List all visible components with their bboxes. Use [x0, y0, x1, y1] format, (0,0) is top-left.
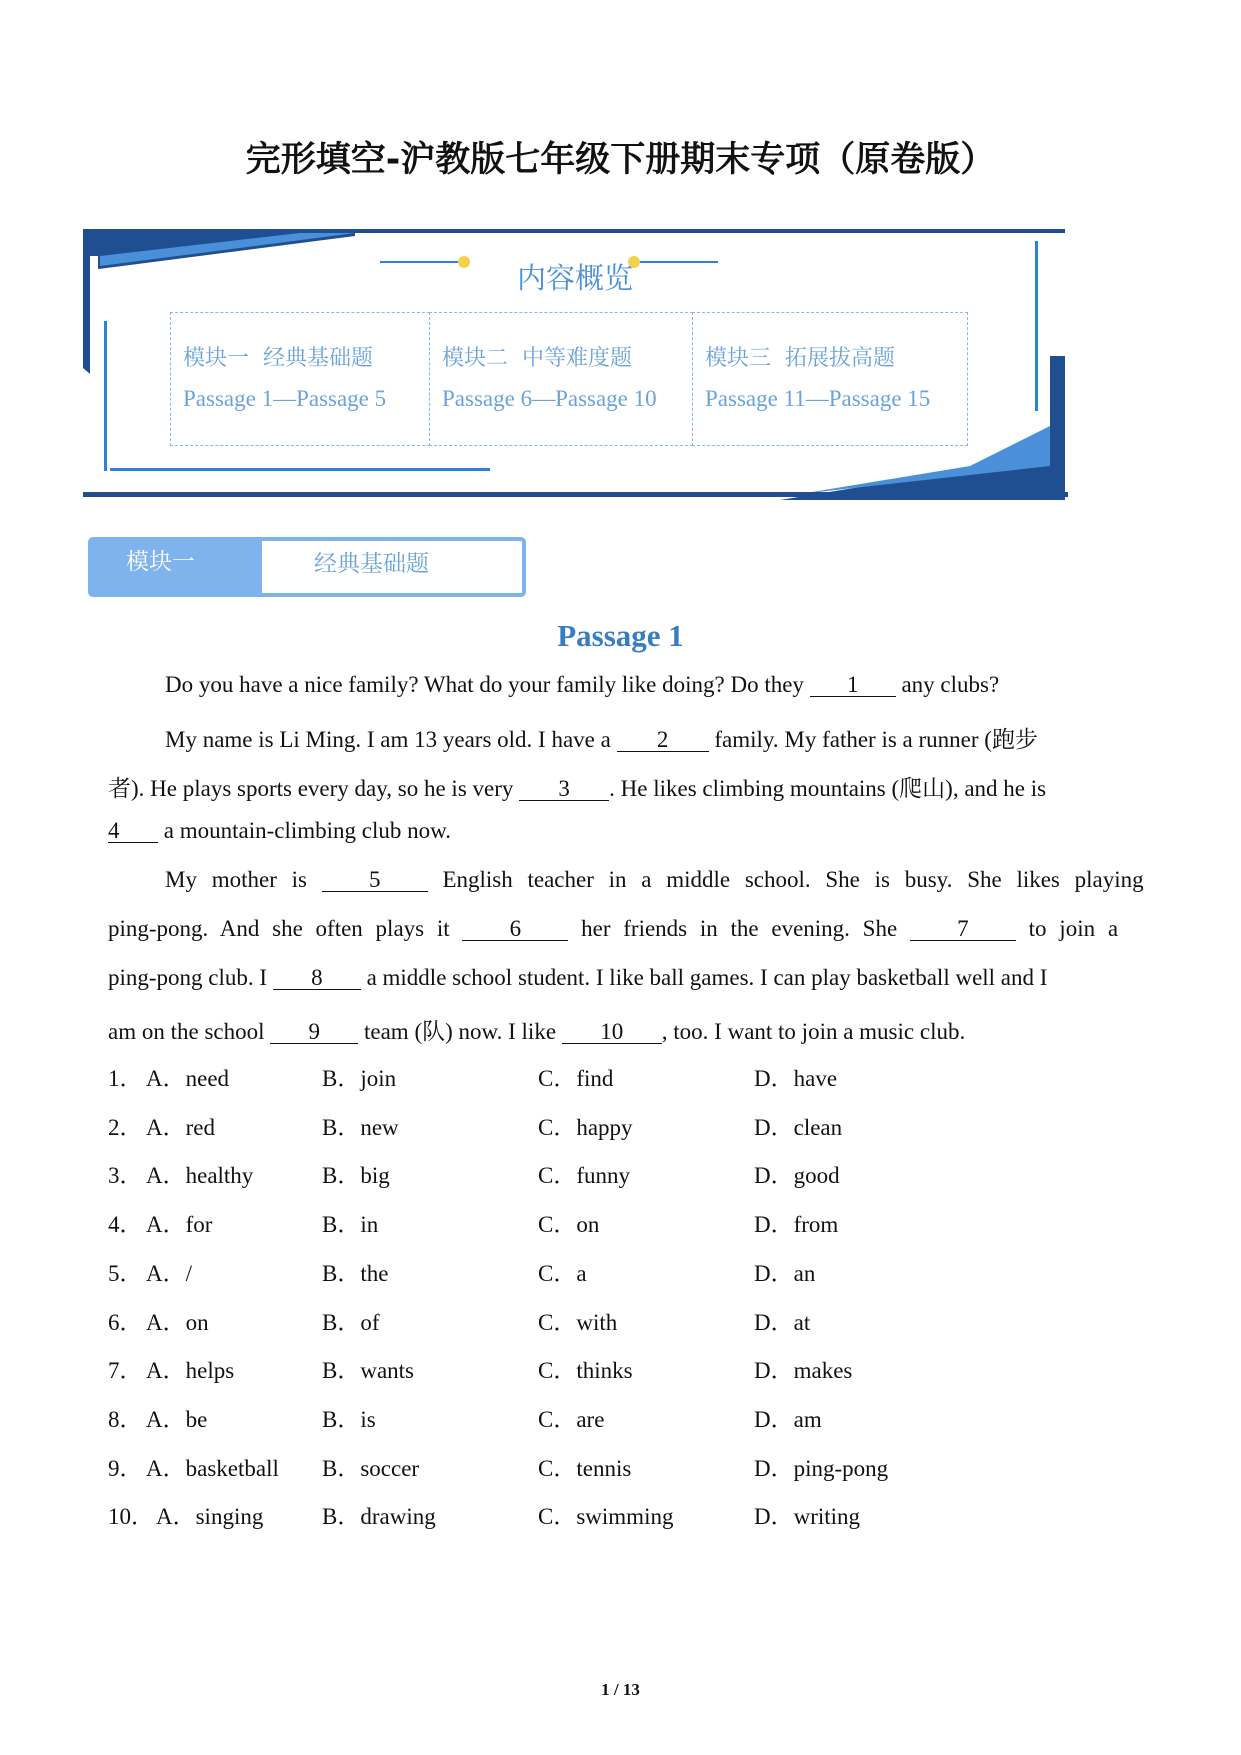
text-run: any clubs? [895, 672, 1000, 697]
question-row [108, 1498, 1108, 1528]
option-b[interactable]: B．soccer [322, 1455, 420, 1481]
question-row [108, 1206, 1108, 1236]
question-row [108, 1352, 1108, 1382]
question-number: 6． [108, 1309, 143, 1335]
option-c[interactable]: C．are [538, 1406, 605, 1432]
passage-line [165, 867, 1144, 893]
text-run: My name is Li Ming. I am 13 years old. I have a [165, 727, 617, 752]
text-run: her friends in the evening. She [568, 916, 910, 941]
question-row [108, 1304, 1108, 1334]
text-run: family. My father is a runner (跑步 [708, 727, 1038, 752]
blank-4: 4 [108, 820, 158, 843]
option-a[interactable]: A．be [146, 1406, 208, 1432]
module-name: 模块一 经典基础题 [183, 346, 373, 371]
option-a[interactable]: A．for [146, 1212, 213, 1238]
option-b[interactable]: B．new [322, 1114, 399, 1140]
option-d[interactable]: D．am [754, 1406, 822, 1432]
option-b[interactable]: B．is [322, 1406, 376, 1432]
passage-line [108, 1013, 965, 1046]
module-box-2 [429, 312, 693, 446]
passage-line [108, 965, 1047, 991]
option-a[interactable]: A．healthy [146, 1163, 254, 1189]
blank-10: 10 [562, 1021, 662, 1044]
question-row [108, 1255, 1108, 1285]
question-row [108, 1157, 1108, 1187]
module-range: Passage 6—Passage 10 [442, 386, 657, 411]
page-number: 1 / 13 [601, 1680, 640, 1699]
passage-line [165, 672, 999, 698]
module-tab-label: 模块一 [126, 549, 195, 575]
question-row [108, 1109, 1108, 1139]
option-b[interactable]: B．big [322, 1163, 390, 1189]
passage-line [108, 818, 451, 844]
module-name: 模块三 拓展拔高题 [705, 346, 895, 371]
module-box-3 [692, 312, 968, 446]
module-box-1 [170, 312, 430, 446]
blank-8: 8 [273, 967, 361, 990]
passage-line [165, 721, 1038, 754]
question-row [108, 1450, 1108, 1480]
module-range: Passage 1—Passage 5 [183, 386, 387, 411]
question-number: 5． [108, 1260, 143, 1286]
option-b[interactable]: B．join [322, 1066, 397, 1091]
option-d[interactable]: D．clean [754, 1114, 843, 1140]
text-run: . He likes climbing mountains (爬山), and he is [609, 776, 1047, 801]
text-run: a mountain-climbing club now. [158, 818, 451, 843]
question-number: 4． [108, 1212, 143, 1238]
question-row [108, 1060, 1108, 1090]
option-c[interactable]: C．find [538, 1066, 614, 1091]
option-c[interactable]: C．on [538, 1212, 600, 1238]
passage-title: Passage 1 [557, 618, 684, 653]
option-c[interactable]: C．funny [538, 1163, 630, 1189]
text-run: My mother is [165, 867, 322, 892]
question-number: 7． [108, 1358, 143, 1384]
overview-heading: 内容概览 [516, 261, 633, 295]
option-d[interactable]: D．an [754, 1260, 816, 1286]
question-row [108, 1401, 1108, 1431]
blank-3: 3 [519, 778, 609, 801]
option-a[interactable]: A．red [146, 1114, 215, 1140]
option-b[interactable]: B．the [322, 1260, 389, 1286]
question-number: 2． [108, 1114, 143, 1140]
option-b[interactable]: B．of [322, 1309, 380, 1335]
option-b[interactable]: B．drawing [322, 1504, 436, 1530]
text-run: am on the school [108, 1019, 271, 1044]
blank-5: 5 [322, 869, 428, 892]
module-name: 模块二 中等难度题 [442, 346, 632, 371]
passage-line [108, 916, 1118, 942]
overview-banner [80, 226, 1070, 500]
option-a[interactable]: A．singing [156, 1504, 264, 1530]
option-c[interactable]: C．thinks [538, 1358, 633, 1384]
module-tab-label-box [88, 537, 258, 597]
module-range: Passage 11—Passage 15 [705, 386, 931, 411]
question-number: 8． [108, 1406, 143, 1432]
option-a[interactable]: A．on [146, 1309, 209, 1335]
text-run: English teacher in a middle school. She is busy. She likes playing [427, 867, 1144, 892]
text-run: to join a [1015, 916, 1119, 941]
option-d[interactable]: D．makes [754, 1358, 853, 1384]
module-tab [88, 537, 526, 597]
question-number: 1． [108, 1066, 143, 1091]
option-c[interactable]: C．swimming [538, 1504, 674, 1530]
text-run: team (队) now. I like [358, 1019, 562, 1044]
blank-9: 9 [270, 1021, 358, 1044]
option-c[interactable]: C．a [538, 1260, 587, 1286]
option-d[interactable]: D．good [754, 1163, 840, 1189]
module-tab-name-box [258, 537, 526, 597]
option-a[interactable]: A．need [146, 1066, 230, 1091]
option-a[interactable]: A．basketball [146, 1455, 279, 1481]
option-d[interactable]: D．from [754, 1212, 839, 1238]
option-d[interactable]: D．have [754, 1066, 838, 1091]
text-run: 者). He plays sports every day, so he is very [108, 776, 520, 801]
option-c[interactable]: C．happy [538, 1114, 633, 1140]
blank-2: 2 [617, 729, 709, 752]
blank-6: 6 [462, 918, 568, 941]
module-tab-name: 经典基础题 [314, 551, 429, 577]
text-run: a middle school student. I like ball games. I can play basketball well and I [360, 965, 1048, 990]
option-d[interactable]: D．at [754, 1309, 811, 1335]
question-number: 9． [108, 1455, 143, 1481]
text-run: , too. I want to join a music club. [661, 1019, 966, 1044]
question-number: 10． [108, 1504, 154, 1530]
text-run: ping-pong. And she often plays it [108, 916, 463, 941]
question-number: 3． [108, 1163, 143, 1189]
option-c[interactable]: C．with [538, 1309, 618, 1335]
option-c[interactable]: C．tennis [538, 1455, 632, 1481]
option-b[interactable]: B．in [322, 1212, 379, 1238]
passage-line [108, 770, 1046, 803]
option-d[interactable]: D．writing [754, 1504, 861, 1530]
text-run: Do you have a nice family? What do your family like doing? Do they [165, 672, 810, 697]
option-a[interactable]: A．/ [146, 1260, 192, 1286]
text-run: ping-pong club. I [108, 965, 273, 990]
blank-1: 1 [810, 674, 896, 697]
option-a[interactable]: A．helps [146, 1358, 235, 1384]
option-b[interactable]: B．wants [322, 1358, 414, 1384]
page-title: 完形填空-沪教版七年级下册期末专项（原卷版） [245, 140, 996, 180]
blank-7: 7 [910, 918, 1016, 941]
option-d[interactable]: D．ping-pong [754, 1455, 889, 1481]
